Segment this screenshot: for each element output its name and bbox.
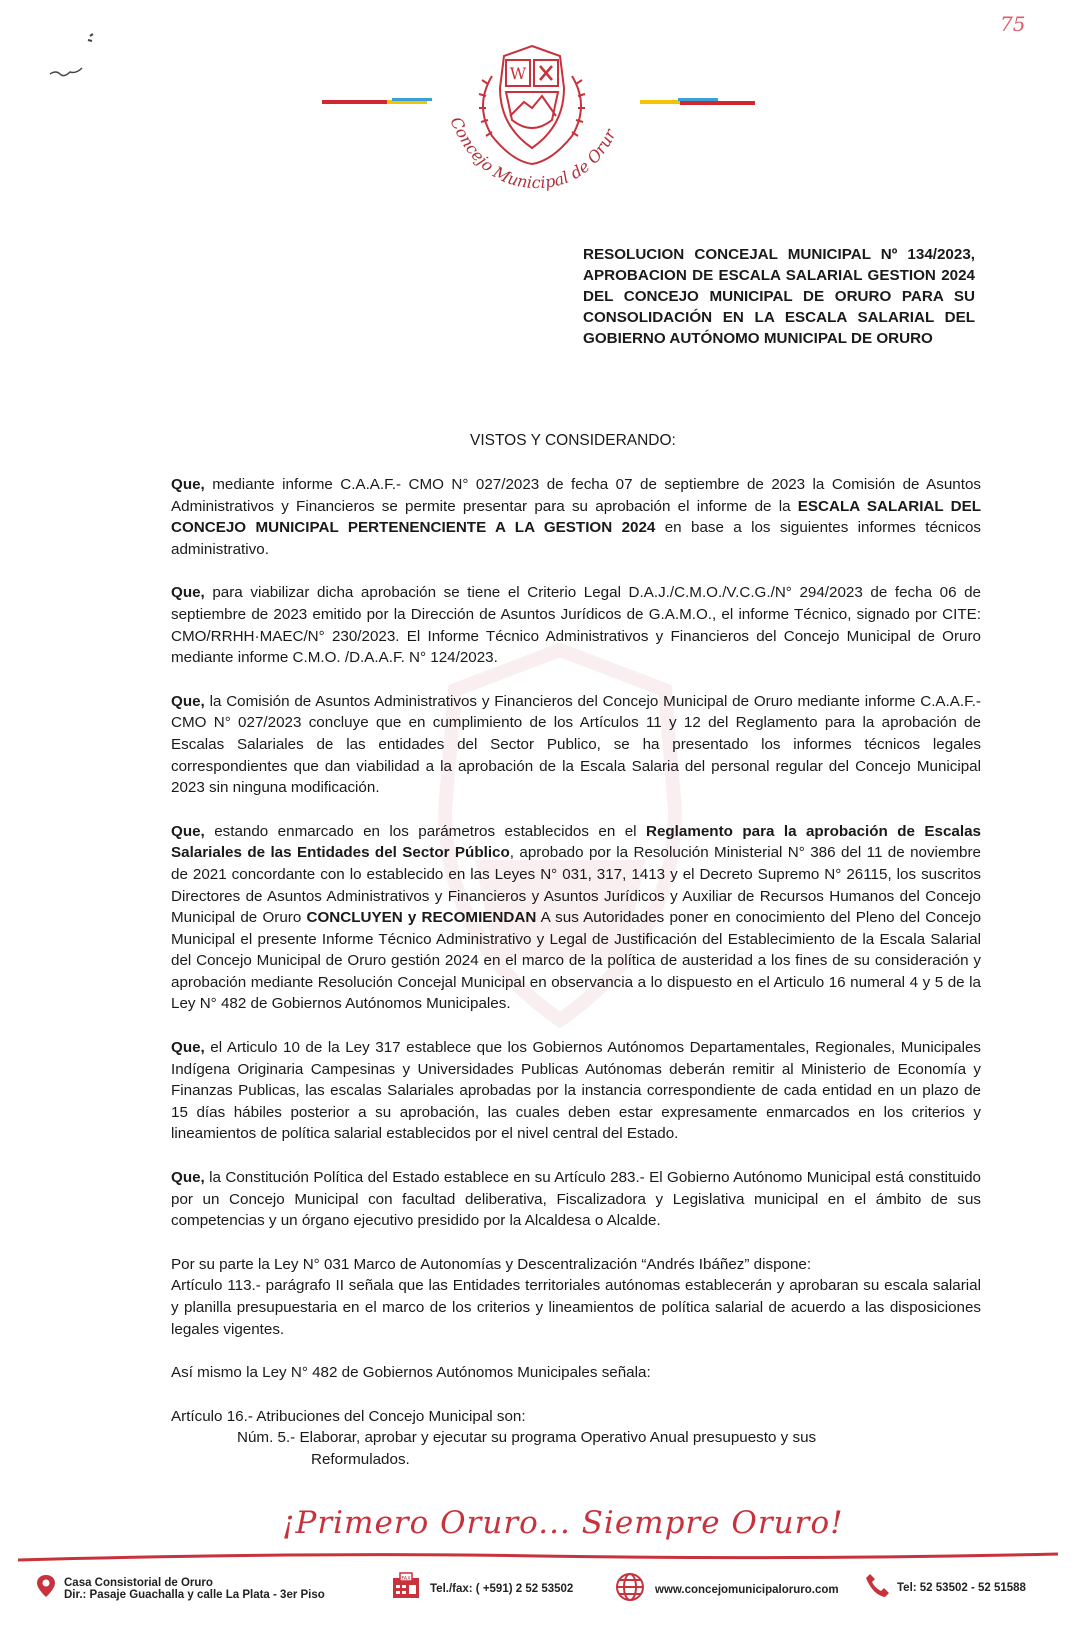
paragraph-9-cont: Reformulados. bbox=[311, 1450, 410, 1468]
document-body bbox=[171, 474, 981, 1471]
handwritten-mark bbox=[48, 30, 108, 83]
paragraph-9-item: Núm. 5.- Elaborar, aprobar y ejecutar su programa Operativo Anual presupuesto y sus bbox=[237, 1429, 817, 1447]
paragraph-7-intro: Por su parte la Ley N° 031 Marco de Autonomías y Descentralización “Andrés Ibáñez” dispone: bbox=[171, 1255, 812, 1273]
header-stripe-left bbox=[322, 98, 452, 108]
page-number: 75 bbox=[1000, 12, 1026, 36]
paragraph-1: Que, mediante informe C.A.A.F.- CMO N° 027/2023 de fecha 07 de septiembre de 2023 la Comisión de Asuntos Administrativos y Financieros se permite presentar para su aprobación el informe de la ESCALA SALARIAL DEL CONCEJO MUNICIPAL PERTENENCIENTE A LA GESTION 2024 en base a los siguientes informes técnicos administrativo. bbox=[171, 476, 981, 558]
footer-website bbox=[615, 1572, 839, 1607]
paragraph-6: Que, la Constitución Política del Estado establece en su Artículo 283.- El Gobierno Autónomo Municipal está constituido por un Concejo Municipal con facultad deliberativa, Fiscalizadora y Legislativa municipal en el ámbito de sus competencias y un órgano ejecutivo presidido por la Alcaldesa o Alcalde. bbox=[171, 1169, 981, 1230]
globe-icon bbox=[615, 1572, 645, 1607]
paragraph-3: Que, la Comisión de Asuntos Administrativos y Financieros del Concejo Municipal de Oruro mediante informe C.A.A.F.- CMO N° 027/2023 concluye que en cumplimiento de los Artículos 11 y 12 del Reglamento para la aprobación de Escalas Salariales de las entidades del Sector Publico, se ha presentado los informes técnicos legales correspondientes que dan viabilidad a la aprobación de la Escala Salaria del personal regular del Concejo Municipal 2023 sin ninguna modificación. bbox=[171, 692, 981, 797]
footer-telfax bbox=[392, 1572, 573, 1605]
resolution-title: RESOLUCION CONCEJAL MUNICIPAL Nº 134/2023, APROBACION DE ESCALA SALARIAL GESTION 2024 DEL CONCEJO MUNICIPAL DE ORURO PARA SU CONSOLIDACIÓN EN LA ESCALA SALARIAL DEL GOBIERNO AUTÓNOMO MUNICIPAL DE ORURO bbox=[583, 246, 975, 347]
location-pin-icon bbox=[36, 1574, 56, 1603]
slogan: ¡Primero Oruro... Siempre Oruro! bbox=[282, 1505, 844, 1541]
footer-address-line1: Casa Consistorial de Oruro bbox=[64, 1576, 213, 1589]
footer-address-line2: Dir.: Pasaje Guachalla y calle La Plata - 3er Piso bbox=[64, 1588, 325, 1601]
svg-text:FAX: FAX bbox=[401, 1576, 411, 1582]
paragraph-2: Que, para viabilizar dicha aprobación se tiene el Criterio Legal D.A.J./C.M.O./V.C.G./N° 294/2023 de fecha 06 de septiembre de 2023 emitido por la Dirección de Asuntos Jurídicos de G.A.M.O., el informe Técnico, signado por CITE: CMO/RRHH·MAEC/N° 230/2023. El Informe Técnico Administrativos y Financieros del Concejo Municipal de Oruro mediante informe C.M.O. /D.A.A.F. N° 124/2023. bbox=[171, 584, 981, 667]
phone-icon bbox=[865, 1572, 891, 1603]
paragraph-9-article: Artículo 16.- Atribuciones del Concejo Municipal son: bbox=[171, 1407, 526, 1425]
paragraph-8: Así mismo la Ley N° 482 de Gobiernos Autónomos Municipales señala: bbox=[171, 1364, 651, 1382]
svg-text:Concejo Municipal de Oruro: Concejo Municipal de Orur bbox=[446, 113, 620, 193]
footer-divider bbox=[18, 1550, 1058, 1564]
section-heading: VISTOS Y CONSIDERANDO: bbox=[470, 432, 676, 449]
footer-phones-text: Tel: 52 53502 - 52 51588 bbox=[897, 1581, 1026, 1594]
footer-telfax-text: Tel./fax: ( +591) 2 52 53502 bbox=[430, 1582, 574, 1595]
footer-website-text[interactable]: www.concejomunicipaloruro.com bbox=[655, 1583, 839, 1596]
paragraph-5: Que, el Articulo 10 de la Ley 317 establece que los Gobiernos Autónomos Departamentales, Regionales, Municipales Indígena Originaria Campesinas y Universidades Publicas Autónomas deberán remitir al Ministerio de Economía y Finanzas Publicas, las escalas Salariales aprobadas por la instancia correspondiente de cada entidad en un plazo de 15 días hábiles posterior a su aprobación, las cuales deben estar expresamente enmarcados en los criterios y lineamientos de política salarial establecidos por el nivel central del Estado. bbox=[171, 1039, 981, 1143]
emblem-letter: W bbox=[509, 64, 527, 83]
footer-address bbox=[36, 1574, 325, 1603]
seal-caption bbox=[440, 100, 640, 200]
footer bbox=[0, 1568, 1077, 1608]
header-stripe-right bbox=[640, 98, 755, 108]
paragraph-7-article: Artículo 113.- parágrafo II señala que las Entidades territoriales autónomas establecerán y aprobaran su escala salarial y planilla presupuestaria en el marco de los criterios y lineamientos de política salarial de acuerdo a las disposiciones legales vigentes. bbox=[171, 1277, 981, 1338]
footer-phones bbox=[865, 1572, 1026, 1603]
fax-icon bbox=[392, 1572, 420, 1605]
paragraph-4: Que, estando enmarcado en los parámetros establecidos en el Reglamento para la aprobación de Escalas Salariales de las Entidades del Sector Público, aprobado por la Resolución Ministerial N° 386 del 11 de noviembre de 2021 concordante con lo establecido en las Leyes N° 031, 317, 1413 y el Decreto Supremo N° 26115, los suscritos Directores de Asuntos Administrativos y Financieros y Asuntos Jurídicos y Auxiliar de Recursos Humanos del Concejo Municipal de Oruro CONCLUYEN y RECOMIENDAN A sus Autoridades poner en conocimiento del Pleno del Concejo Municipal el presente Informe Técnico Administrativo y Legal de Justificación del Establecimiento de la Escala Salarial del Concejo Municipal de Oruro gestión 2024 en el marco de la política de austeridad a los fines de su consideración y aprobación mediante Resolución Concejal Municipal en observancia a lo dispuesto en el Articulo 16 numeral 4 y 5 de la Ley N° 482 de Gobiernos Autónomos Municipales. bbox=[171, 822, 982, 1013]
